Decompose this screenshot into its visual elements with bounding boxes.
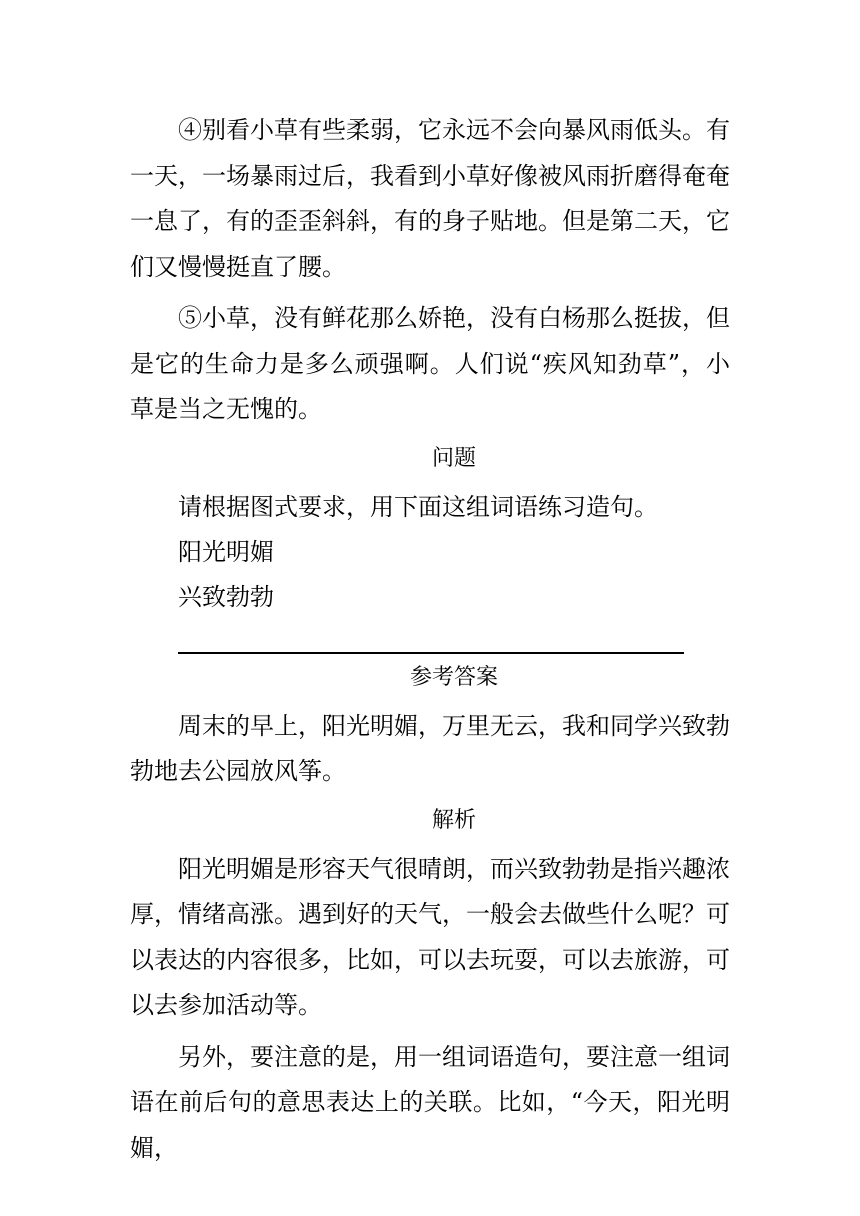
document-page — [130, 108, 730, 1177]
analysis-heading: 解析 — [431, 807, 476, 833]
question-heading: 问题 — [431, 445, 476, 471]
answer-heading: 参考答案 — [409, 664, 498, 690]
analysis-paragraph-2: 另外，要注意的是，用一组词语造句，要注意一组词语在前后句的意思表达上的关联。比如，“今天，阳光明媚， — [130, 1042, 730, 1162]
question-word-2: 兴致勃勃 — [178, 582, 274, 611]
analysis-paragraph-1: 阳光明媚是形容天气很晴朗，而兴致勃勃是指兴趣浓厚，情绪高涨。遇到好的天气，一般会去做些什么呢？可以表达的内容很多，比如，可以去玩耍，可以去旅游，可以去参加活动等。 — [130, 854, 730, 1019]
passage-paragraph-4: ④别看小草有些柔弱，它永远不会向暴风雨低头。有一天，一场暴雨过后，我看到小草好像被风雨折磨得奄奄一息了，有的歪歪斜斜，有的身子贴地。但是第二天，它们又慢慢挺直了腰。 — [130, 116, 730, 281]
question-word-1: 阳光明媚 — [178, 537, 274, 566]
question-prompt: 请根据图式要求，用下面这组词语练习造句。 — [178, 492, 658, 521]
answer-text: 周末的早上，阳光明媚，万里无云，我和同学兴致勃勃地去公园放风筝。 — [130, 711, 730, 785]
passage-paragraph-5: ⑤小草，没有鲜花那么娇艳，没有白杨那么挺拔，但是它的生命力是多么顽强啊。人们说“疾风知劲草”，小草是当之无愧的。 — [130, 304, 730, 423]
answer-blank-line — [178, 628, 684, 654]
